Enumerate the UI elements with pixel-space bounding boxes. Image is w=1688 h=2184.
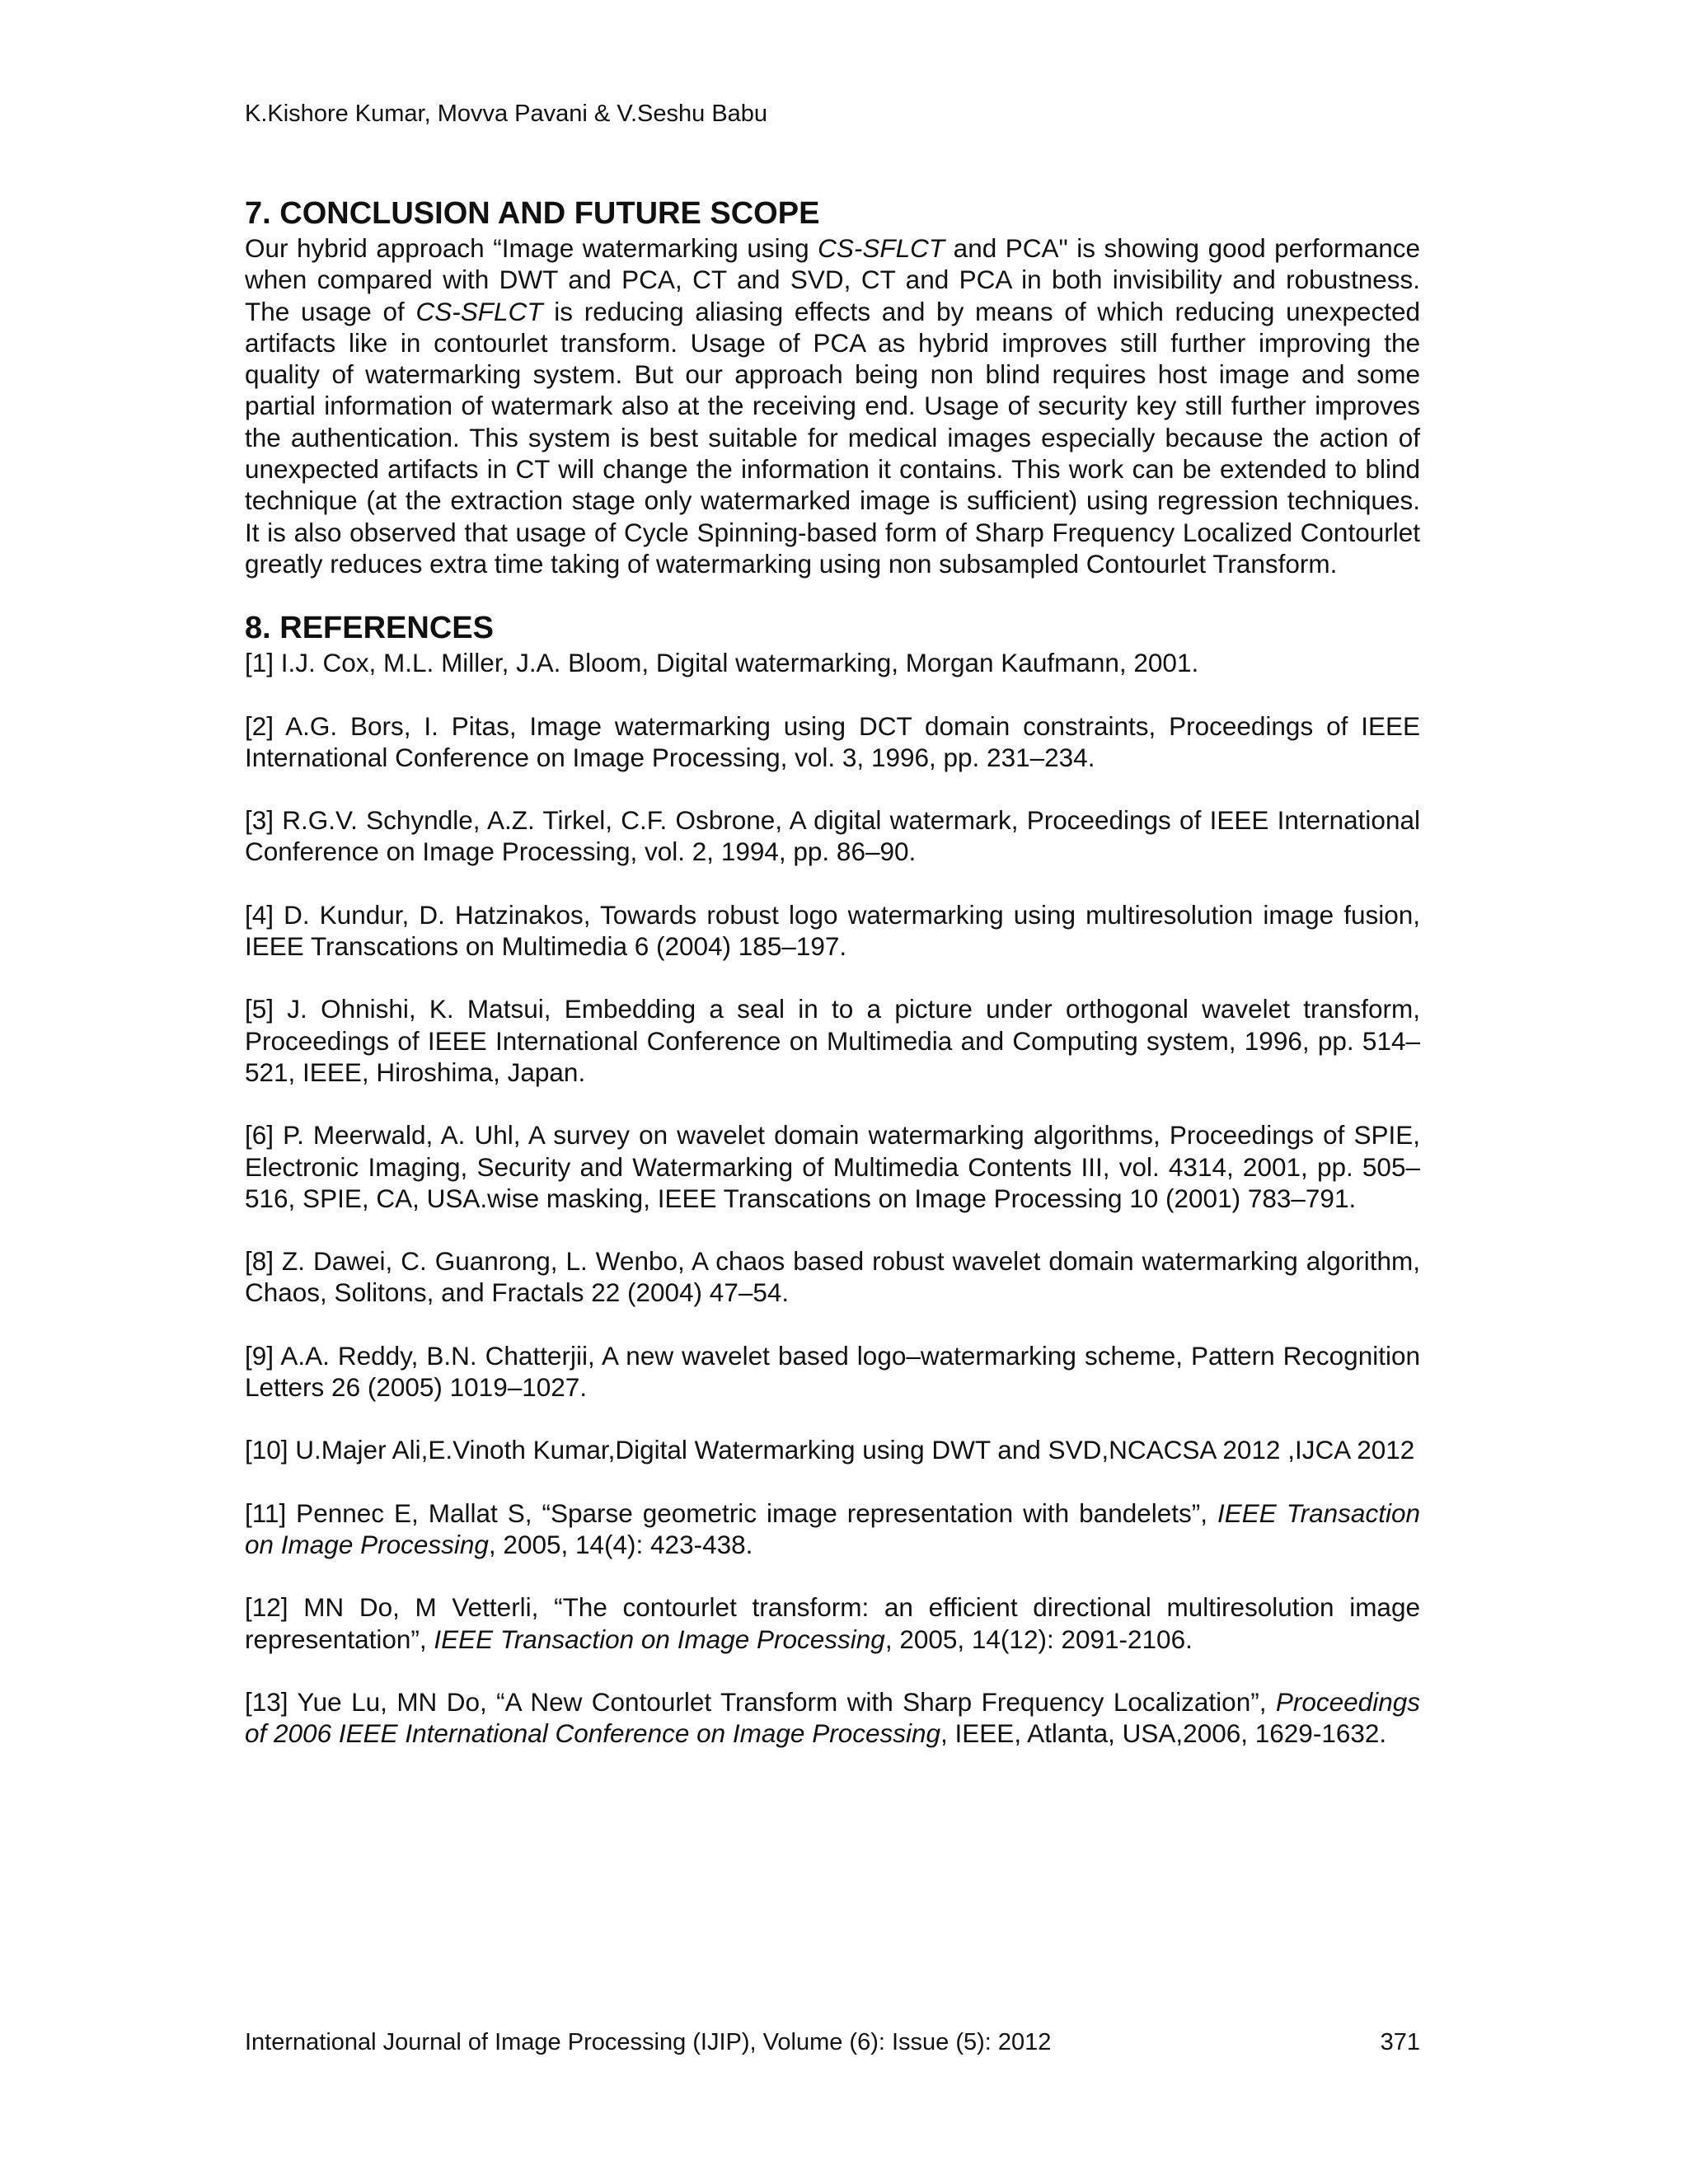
reference-9: [9] A.A. Reddy, B.N. Chatterjii, A new wavelet based logo–watermarking scheme, Pattern Recognition Letters 26 (2005) 1019–1027. xyxy=(245,1340,1420,1403)
reference-10: [10] U.Majer Ali,E.Vinoth Kumar,Digital Watermarking using DWT and SVD,NCACSA 2012 ,IJCA 2012 xyxy=(245,1435,1415,1465)
reference-13-venue: Proceedings of 2006 IEEE International Conference on Image Processing xyxy=(245,1686,1420,1749)
reference-4: [4] D. Kundur, D. Hatzinakos, Towards robust logo watermarking using multiresolution image fusion, IEEE Transcations on Multimedia 6 (2004) 185–197. xyxy=(245,899,1420,962)
reference-13-text-c: , IEEE, Atlanta, USA,2006, 1629-1632. xyxy=(940,1718,1387,1749)
reference-1: [1] I.J. Cox, M.L. Miller, J.A. Bloom, Digital watermarking, Morgan Kaufmann, 2001. xyxy=(245,648,1199,678)
reference-3: [3] R.G.V. Schyndle, A.Z. Tirkel, C.F. Osbrone, A digital watermark, Proceedings of IEEE International Conference on Image Processing, vol. 2, 1994, pp. 86–90. xyxy=(245,805,1420,867)
reference-13-text-a: [13] Yue Lu, MN Do, “A New Contourlet Transform with Sharp Frequency Localization”, xyxy=(245,1686,1276,1717)
reference-8: [8] Z. Dawei, C. Guanrong, L. Wenbo, A chaos based robust wavelet domain watermarking algorithm, Chaos, Solitons, and Fractals 22 (2004) 47–54. xyxy=(245,1246,1420,1308)
running-head-authors: K.Kishore Kumar, Movva Pavani & V.Seshu Babu xyxy=(245,101,768,127)
page-body xyxy=(245,194,1420,1780)
reference-12-text-c: , 2005, 14(12): 2091-2106. xyxy=(884,1624,1193,1654)
reference-11-text-a: [11] Pennec E, Mallat S, “Sparse geometric image representation with bandelets”, xyxy=(245,1497,1217,1528)
conclusion-heading: 7. CONCLUSION AND FUTURE SCOPE xyxy=(245,196,820,231)
reference-list xyxy=(245,647,1420,1749)
conclusion-text-c: and PCA" is showing good performance when compared with DWT and PCA, CT and SVD, CT and PCA in both invisibility and robustness. The usage of xyxy=(245,233,1420,326)
reference-11-venue: IEEE Transaction on Image Processing xyxy=(245,1497,1420,1559)
reference-2: [2] A.G. Bors, I. Pitas, Image watermarking using DCT domain constraints, Proceedings of IEEE International Conference on Image Processing, vol. 3, 1996, pp. 231–234. xyxy=(245,710,1420,772)
reference-12-venue: IEEE Transaction on Image Processing xyxy=(434,1624,885,1654)
footer-page-number: 371 xyxy=(1380,2029,1420,2055)
conclusion-paragraph xyxy=(245,232,1420,579)
footer-journal-name: International Journal of Image Processing (IJIP), Volume (6): Issue (5): 2012 xyxy=(245,2029,1052,2055)
references-heading: 8. REFERENCES xyxy=(245,611,494,646)
reference-12-text-a: [12] MN Do, M Vetterli, “The contourlet transform: an efficient directional multiresolution image representation”, xyxy=(245,1592,1420,1654)
reference-11 xyxy=(245,1497,1420,1561)
reference-13 xyxy=(245,1686,1420,1750)
reference-5: [5] J. Ohnishi, K. Matsui, Embedding a seal in to a picture under orthogonal wavelet transform, Proceedings of IEEE International Conference on Multimedia and Computing system, 1996, pp. 514–521, IEEE, Hiroshima, Japan. xyxy=(245,994,1420,1087)
conclusion-term-cs-sflct: CS-SFLCT xyxy=(818,233,945,263)
reference-11-text-c: , 2005, 14(4): 423-438. xyxy=(488,1529,753,1559)
reference-12 xyxy=(245,1591,1420,1655)
conclusion-text-a: Our hybrid approach “Image watermarking using xyxy=(245,233,818,263)
conclusion-text-e: is reducing aliasing effects and by means of which reducing unexpected artifacts like in contourlet transform. Usage of PCA as hybrid improves still further improving the quality of watermarking system. But our approach being non blind requires host image and some partial information of watermark also at the receiving end. Usage of security key still further improves the authentication. This system is best suitable for medical images especially because the action of unexpected artifacts in CT will change the information it contains. This work can be extended to blind technique (at the extraction stage only watermarked image is sufficient) using regression techniques. It is also observed that usage of Cycle Spinning-based form of Sharp Frequency Localized Contourlet greatly reduces extra time taking of watermarking using non subsampled Contourlet Transform. xyxy=(245,296,1420,579)
conclusion-term-cs-sflct-2: CS-SFLCT xyxy=(415,296,543,326)
reference-6: [6] P. Meerwald, A. Uhl, A survey on wavelet domain watermarking algorithms, Proceedings of SPIE, Electronic Imaging, Security and Watermarking of Multimedia Contents III, vol. 4314, 2001, pp. 505–516, SPIE, CA, USA.wise masking, IEEE Transcations on Image Processing 10 (2001) 783–791. xyxy=(245,1120,1420,1213)
